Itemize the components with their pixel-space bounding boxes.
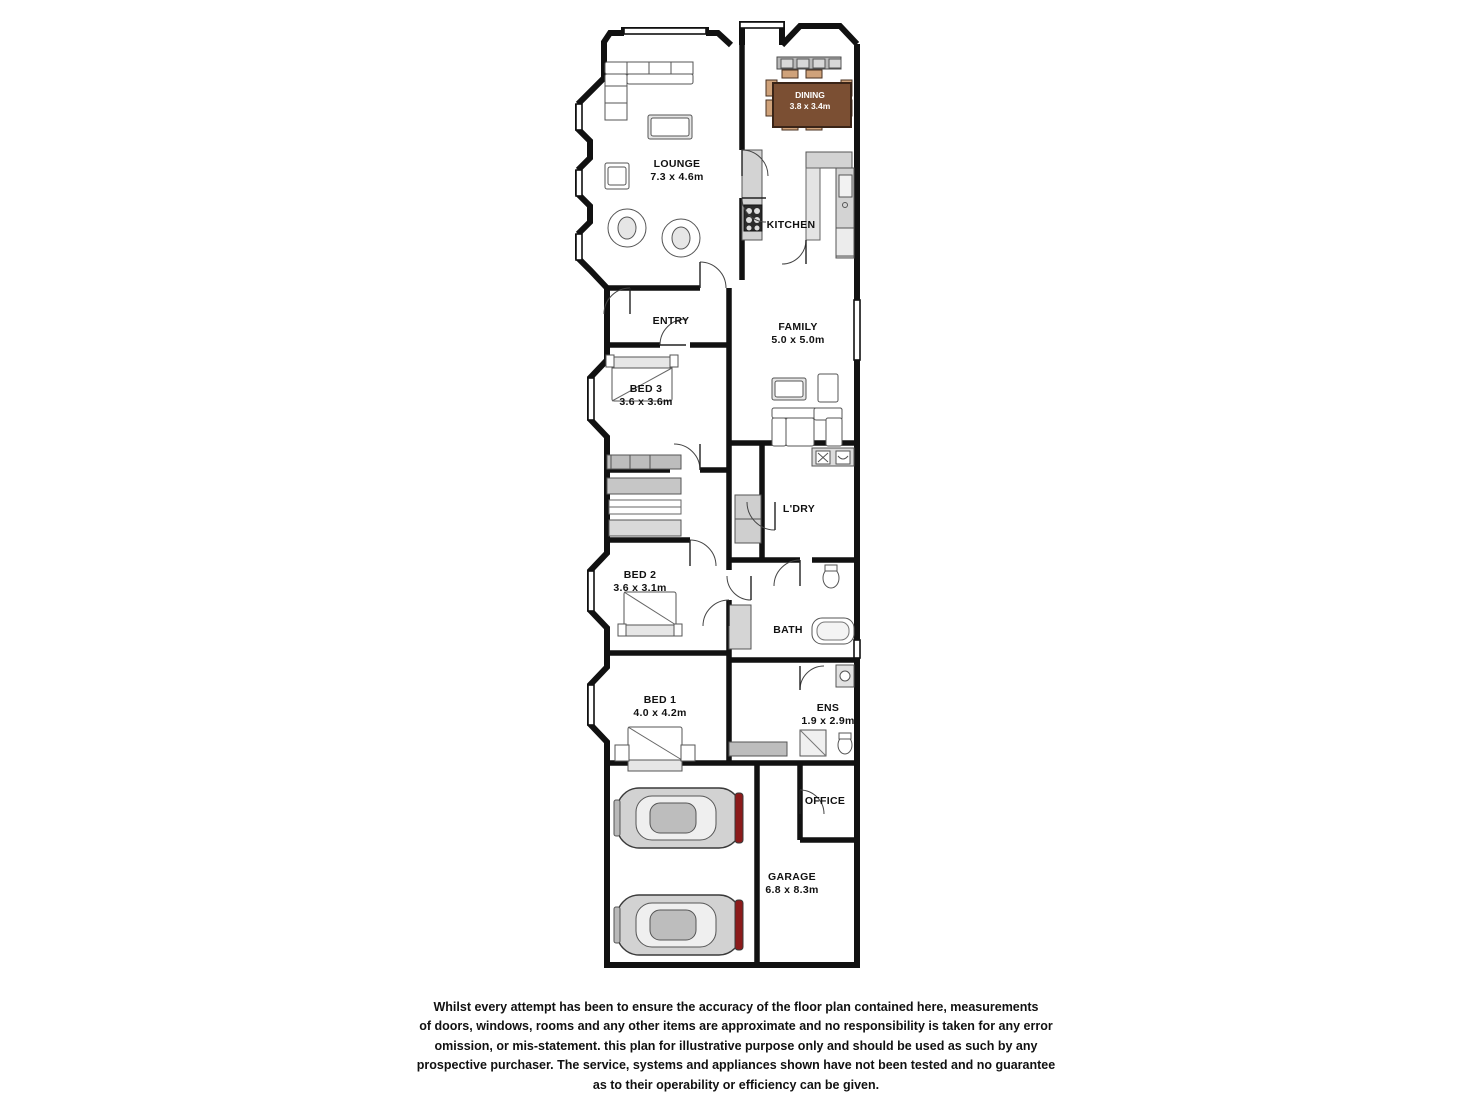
room-label-bed2: BED 2 3.6 x 3.1m (613, 569, 667, 595)
disclaimer-text (0, 998, 1472, 1095)
disclaimer-line-2: of doors, windows, rooms and any other items are approximate and no responsibility is taken for any error (419, 1019, 1053, 1034)
disclaimer-line-3: omission, or mis-statement. this plan for illustrative purpose only and should be used as such by any (434, 1038, 1038, 1053)
room-label-ensuite: ENS 1.9 x 2.9m (801, 702, 855, 728)
room-label-garage: GARAGE 6.8 x 8.3m (765, 871, 819, 897)
disclaimer-line-5: as to their operability or efficiency can be given. (592, 1077, 880, 1092)
room-label-family: FAMILY 5.0 x 5.0m (771, 321, 825, 347)
room-label-laundry: L'DRY (782, 503, 816, 515)
disclaimer-line-1: Whilst every attempt has been to ensure the accuracy of the floor plan contained here, measurements (433, 1000, 1039, 1014)
room-label-dining: DINING 3.8 x 3.4m (789, 90, 831, 112)
disclaimer-line-4: prospective purchaser. The service, systems and appliances shown have not been tested and no guarantee (416, 1058, 1056, 1073)
room-label-kitchen: KITCHEN (766, 219, 816, 231)
room-label-bath: BATH (773, 624, 803, 636)
room-label-bed1: BED 1 4.0 x 4.2m (633, 694, 687, 720)
room-label-lounge: LOUNGE 7.3 x 4.6m (650, 158, 704, 184)
room-label-bed3: BED 3 3.6 x 3.6m (619, 383, 673, 409)
room-label-entry: ENTRY (652, 315, 690, 327)
room-label-office: OFFICE (804, 795, 846, 807)
